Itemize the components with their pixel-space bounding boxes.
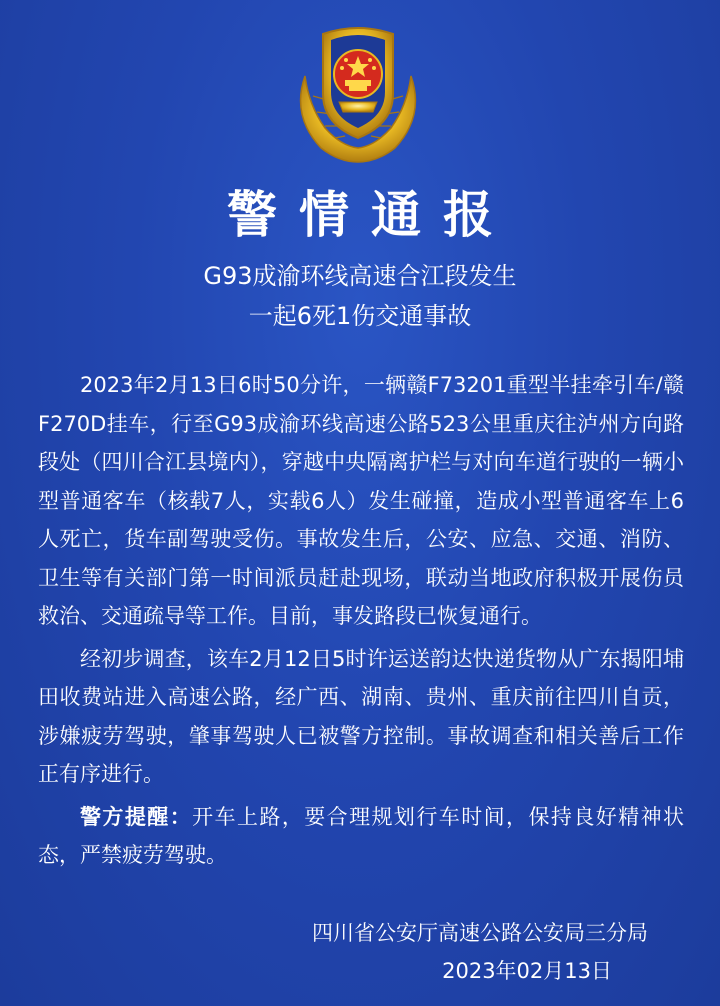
warning-text: 开车上路，要合理规划行车时间，保持良好精神状态，严禁疲劳驾驶。 bbox=[38, 804, 685, 867]
subtitle-line-2: 一起6死1伤交通事故 bbox=[248, 302, 472, 330]
signature-block bbox=[312, 914, 648, 990]
warning-label: 警方提醒： bbox=[80, 804, 193, 829]
police-emblem-icon bbox=[283, 16, 433, 166]
paragraph-warning bbox=[38, 798, 684, 875]
issuing-organization: 四川省公安厅高速公路公安局三分局 bbox=[312, 921, 648, 945]
notice-body bbox=[38, 366, 684, 875]
paragraph-investigation: 经初步调查，该车2月12日5时许运送韵达快递货物从广东揭阳埔田收费站进入高速公路，经广西、湖南、贵州、重庆前往四川自贡，涉嫌疲劳驾驶，肇事驾驶人已被警方控制。事故调查和相关善后工作正有序进行。 bbox=[38, 646, 684, 786]
subtitle-line-1: G93成渝环线高速合江段发生 bbox=[203, 262, 517, 290]
page-title: 警情通报 bbox=[227, 185, 515, 244]
subtitle bbox=[0, 256, 720, 336]
issue-date: 2023年02月13日 bbox=[442, 959, 612, 983]
paragraph-incident: 2023年2月13日6时50分许，一辆赣F73201重型半挂牵引车/赣F270D挂车，行至G93成渝环线高速公路523公里重庆往泸州方向路段处（四川合江县境内），穿越中央隔离护栏与对向车道行驶的一辆小型普通客车（核载7人，实载6人）发生碰撞，造成小型普通客车上6人死亡，货车副驾驶受伤。事故发生后，公安、应急、交通、消防、卫生等有关部门第一时间派员赶赴现场，联动当地政府积极开展伤员救治、交通疏导等工作。目前，事发路段已恢复通行。 bbox=[38, 373, 684, 628]
